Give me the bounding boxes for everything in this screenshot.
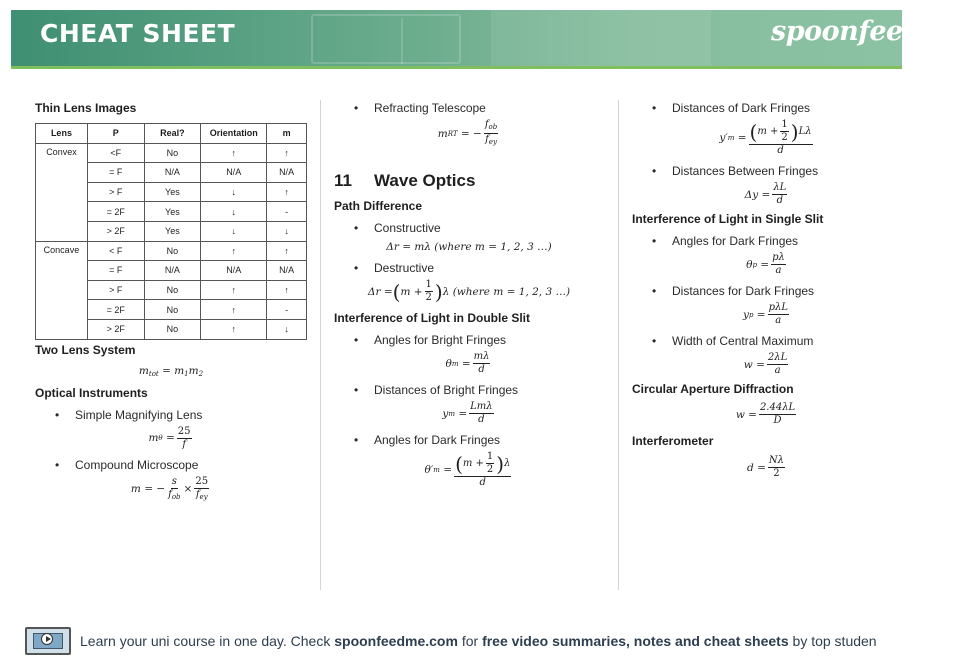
- table-header: P: [87, 124, 144, 144]
- fraction: [768, 455, 785, 480]
- frac-num: 1: [486, 451, 494, 462]
- banner-highlight: [491, 10, 711, 66]
- eq-term: =: [737, 132, 747, 144]
- eq-term: m: [138, 364, 149, 377]
- eq-term: m: [188, 364, 199, 377]
- frac-num: 1: [781, 119, 788, 130]
- eq-term: λ (where m = 1, 2, 3 …): [442, 285, 571, 298]
- frac-num: 25: [195, 475, 209, 487]
- frac-den: 2: [425, 292, 432, 303]
- eq-sub: m: [727, 134, 735, 142]
- table-cell-lens: Convex: [36, 143, 88, 241]
- table-header: m: [267, 124, 307, 144]
- table-cell: N/A: [267, 261, 307, 281]
- paren: ): [434, 279, 443, 304]
- frac-den: d: [478, 364, 485, 375]
- constructive-equation: Δr = mλ (where m = 1, 2, 3 …): [386, 241, 552, 253]
- single-dark-distances-equation: [632, 302, 902, 327]
- table-cell: No: [144, 300, 201, 320]
- interferometer-equation: [632, 455, 902, 480]
- frac-den: f: [168, 488, 172, 500]
- optical-instruments-heading: Optical Instruments: [35, 385, 148, 400]
- table-row: [36, 143, 307, 163]
- two-lens-heading: Two Lens System: [35, 342, 136, 357]
- eq-term: =: [461, 357, 471, 370]
- dark-angles-equation: [334, 451, 604, 489]
- column-2: [334, 100, 604, 489]
- eq-term: ×: [183, 483, 193, 496]
- frac-num: λL: [773, 182, 787, 193]
- table-cell: > 2F: [87, 319, 144, 339]
- table-cell: ↑: [201, 143, 267, 163]
- bullet-single-dark-distances: • Distances for Dark Fringes: [632, 283, 902, 299]
- table-cell-lens: Concave: [36, 241, 88, 339]
- eq-sub: 2: [198, 369, 204, 378]
- table-cell: ↑: [267, 241, 307, 261]
- frac-den: a: [774, 365, 781, 376]
- table-row: [36, 241, 307, 261]
- bright-angles-equation: [334, 351, 604, 376]
- section-heading-wave-optics: [334, 170, 604, 192]
- fraction: [772, 182, 787, 207]
- table-cell: ↓: [267, 221, 307, 241]
- central-maximum-equation: [632, 352, 902, 377]
- table-cell: N/A: [201, 163, 267, 183]
- table-cell: N/A: [144, 163, 201, 183]
- eq-term: y: [743, 308, 749, 321]
- destructive-equation: [334, 279, 604, 304]
- frac-den: d: [776, 195, 784, 206]
- fraction: [167, 476, 181, 503]
- eq-term: Lλ: [798, 125, 812, 137]
- eq-term: =: [443, 464, 453, 476]
- bullet-compound-microscope: • Compound Microscope: [35, 457, 307, 473]
- table-header: Lens: [36, 124, 88, 144]
- eq-term: θ′: [424, 464, 434, 476]
- eq-term: m: [437, 127, 448, 140]
- fraction: [425, 279, 433, 304]
- paren: ): [496, 451, 505, 476]
- frac-num: mλ: [473, 351, 490, 362]
- table-cell: ↑: [201, 319, 267, 339]
- path-difference-heading: Path Difference: [334, 199, 423, 213]
- spoonfeedme-logo: spoonfeedme: [771, 16, 966, 47]
- eq-sub: tot: [148, 369, 159, 378]
- eq-term: w =: [735, 408, 757, 421]
- footer-text: [80, 632, 902, 650]
- paren: ): [790, 119, 799, 144]
- frac-den: a: [775, 315, 782, 326]
- column-divider-1: [320, 100, 321, 590]
- frac-den: d: [777, 145, 784, 156]
- eq-term: Δr =: [367, 285, 393, 298]
- eq-sub: ob: [488, 123, 498, 131]
- bullet-constructive: • Constructive: [334, 220, 604, 236]
- eq-sub: m: [448, 409, 455, 418]
- table-cell: Yes: [144, 182, 201, 202]
- frac-num: pλL: [768, 302, 788, 313]
- fraction: [177, 426, 192, 451]
- header-banner: [11, 10, 966, 66]
- bullet-bright-angles: • Angles for Bright Fringes: [334, 332, 604, 348]
- bullet-refracting-telescope: • Refracting Telescope: [334, 100, 604, 116]
- footer-text-part: by top studen: [788, 633, 877, 649]
- table-cell: No: [144, 319, 201, 339]
- between-fringes-equation: [632, 182, 902, 207]
- frac-den: d: [479, 477, 486, 488]
- frac-num: 2λL: [767, 352, 788, 363]
- thin-lens-table: [35, 123, 307, 340]
- eq-term: m: [148, 432, 159, 445]
- footer-text-part: for: [457, 633, 483, 649]
- table-cell: N/A: [144, 261, 201, 281]
- compound-microscope-equation: [35, 476, 307, 503]
- fraction: [768, 302, 789, 327]
- circular-aperture-heading: Circular Aperture Diffraction: [632, 382, 794, 396]
- table-cell: ↑: [201, 300, 267, 320]
- footer-site-link[interactable]: spoonfeedme.com: [334, 633, 458, 649]
- eq-sub: θ: [158, 434, 163, 443]
- eq-term: m +: [757, 125, 779, 137]
- frac-num: f: [484, 119, 489, 130]
- fraction: [473, 351, 491, 376]
- footer-banner: [25, 627, 902, 657]
- eq-sub: ey: [199, 492, 208, 501]
- eq-sub: RT: [447, 129, 458, 138]
- bright-distances-equation: [334, 401, 604, 426]
- frac-den: d: [478, 414, 485, 425]
- eq-term: m +: [400, 285, 423, 298]
- frac-num: pλ: [772, 252, 785, 263]
- fraction: [749, 119, 813, 157]
- table-header-row: [36, 124, 307, 144]
- table-cell: > F: [87, 182, 144, 202]
- frac-den: f: [182, 438, 187, 450]
- eq-term: m = −: [130, 483, 166, 496]
- eq-term: =: [756, 308, 766, 321]
- table-cell: No: [144, 143, 201, 163]
- frac-num: Nλ: [768, 455, 784, 466]
- footer-text-part: Learn your uni course in one day. Check: [80, 633, 335, 649]
- table-cell: ↑: [267, 182, 307, 202]
- bullet-central-maximum: • Width of Central Maximum: [632, 333, 902, 349]
- table-cell: -: [267, 202, 307, 222]
- thin-lens-heading: Thin Lens Images: [35, 101, 137, 115]
- double-slit-heading: Interference of Light in Double Slit: [334, 311, 531, 325]
- eq-term: y′: [719, 132, 728, 144]
- eq-term: =: [165, 432, 175, 445]
- bullet-between-fringes: • Distances Between Fringes: [632, 163, 902, 179]
- bullet-destructive: • Destructive: [334, 260, 604, 276]
- bullet-simple-magnifier: • Simple Magnifying Lens: [35, 407, 307, 423]
- frac-num: 2.44λL: [759, 402, 796, 413]
- table-cell: = 2F: [87, 300, 144, 320]
- single-dark-angles-equation: [632, 252, 902, 277]
- frac-den: 2: [781, 132, 788, 143]
- section-title: Wave Optics: [374, 171, 476, 190]
- table-header: Orientation: [201, 124, 267, 144]
- table-cell: Yes: [144, 221, 201, 241]
- frac-num: 1: [425, 279, 432, 290]
- footer-text-bold: free video summaries, notes and cheat sheets: [482, 633, 789, 649]
- eq-term: y: [442, 407, 449, 420]
- frac-den: f: [195, 488, 200, 500]
- table-cell: N/A: [201, 261, 267, 281]
- eq-term: w =: [743, 358, 765, 371]
- column-3: [632, 100, 902, 480]
- fraction: [759, 402, 796, 427]
- table-cell: N/A: [267, 163, 307, 183]
- bullet-single-dark-angles: • Angles for Dark Fringes: [632, 233, 902, 249]
- table-cell: ↑: [267, 143, 307, 163]
- frac-den: 2: [773, 468, 780, 479]
- column-divider-2: [618, 100, 619, 590]
- table-cell: ↓: [201, 221, 267, 241]
- frac-den: 2: [486, 464, 494, 475]
- table-cell: -: [267, 300, 307, 320]
- play-icon: [41, 633, 53, 645]
- eq-sub: m: [433, 466, 440, 474]
- paren: (: [455, 451, 463, 476]
- eq-term: θ: [445, 357, 452, 370]
- table-cell: < F: [87, 241, 144, 261]
- eq-sub: 1: [184, 369, 189, 378]
- simple-magnifier-equation: [35, 426, 307, 451]
- eq-sub: ob: [171, 492, 181, 501]
- dark-distances-equation: [632, 119, 902, 157]
- table-cell: = F: [87, 261, 144, 281]
- frac-den: a: [775, 265, 782, 276]
- table-cell: = 2F: [87, 202, 144, 222]
- frac-den: f: [485, 134, 489, 145]
- frac-den: D: [773, 415, 782, 426]
- section-number: 11: [334, 171, 352, 190]
- telescope-equation: [334, 119, 604, 148]
- table-cell: ↑: [201, 280, 267, 300]
- video-player-icon: [25, 627, 71, 655]
- column-1: [35, 100, 307, 503]
- table-cell: ↓: [267, 319, 307, 339]
- frac-num: Lmλ: [470, 401, 493, 412]
- header-divider: [11, 66, 902, 69]
- two-lens-equation: [35, 364, 307, 381]
- fraction: [484, 119, 498, 148]
- eq-term: = m: [162, 364, 185, 377]
- table-cell: Yes: [144, 202, 201, 222]
- circular-aperture-equation: [632, 402, 902, 427]
- eq-sub: p: [752, 260, 757, 269]
- table-cell: > 2F: [87, 221, 144, 241]
- table-cell: = F: [87, 163, 144, 183]
- fraction: [194, 476, 209, 503]
- table-cell: > F: [87, 280, 144, 300]
- frac-num: 25: [177, 425, 191, 437]
- eq-term: d =: [747, 461, 766, 474]
- eq-term: =: [458, 407, 468, 420]
- eq-term: = −: [460, 127, 482, 140]
- single-slit-heading: Interference of Light in Single Slit: [632, 212, 824, 226]
- table-header: Real?: [144, 124, 201, 144]
- table-cell: ↓: [201, 182, 267, 202]
- fraction: [767, 352, 788, 377]
- eq-term: Δy =: [744, 188, 771, 201]
- bullet-dark-angles: • Angles for Dark Fringes: [334, 432, 604, 448]
- paren: (: [392, 279, 401, 304]
- table-cell: <F: [87, 143, 144, 163]
- bullet-dark-distances: • Distances of Dark Fringes: [632, 100, 902, 116]
- fraction: [469, 401, 493, 426]
- table-cell: No: [144, 241, 201, 261]
- fraction: [454, 451, 511, 489]
- table-cell: ↑: [267, 280, 307, 300]
- page-title: CHEAT SHEET: [40, 19, 236, 48]
- table-cell: ↓: [201, 202, 267, 222]
- eq-term: θ: [746, 258, 753, 271]
- eq-term: m +: [462, 457, 484, 469]
- bullet-bright-distances: • Distances of Bright Fringes: [334, 382, 604, 398]
- eq-sub: ey: [488, 138, 497, 146]
- frac-num: s: [171, 475, 177, 487]
- interferometer-heading: Interferometer: [632, 434, 714, 448]
- eq-sub: m: [451, 359, 459, 368]
- eq-sub: p: [748, 310, 754, 319]
- fraction: [771, 252, 786, 277]
- table-cell: ↑: [201, 241, 267, 261]
- eq-term: =: [760, 258, 770, 271]
- table-cell: No: [144, 280, 201, 300]
- eq-term: λ: [504, 457, 511, 469]
- paren: (: [749, 119, 758, 144]
